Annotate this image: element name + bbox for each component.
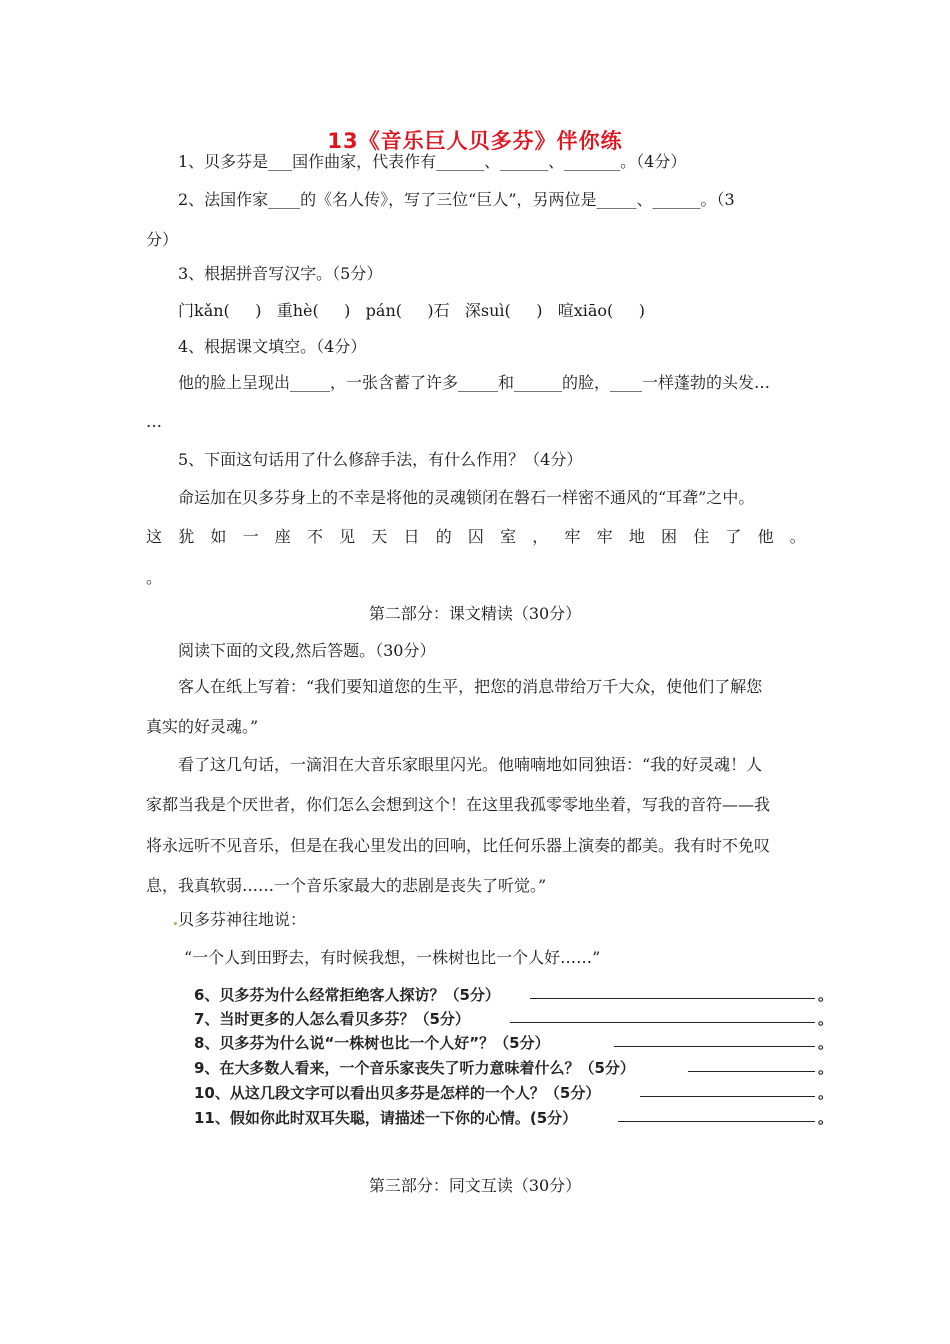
passage-para-1-line-1: 客人在纸上写着：“我们要知道您的生平，把您的消息带给万千大众，使他们了解您 (178, 677, 763, 696)
quote-char: 日 (403, 527, 420, 546)
quote-char: 一 (242, 527, 259, 546)
quote-char: 困 (661, 527, 678, 546)
quote-char: ， (532, 527, 549, 546)
answer-line-6[interactable] (530, 984, 815, 999)
question-6-end: 。 (818, 986, 834, 1004)
question-7-text: 7、当时更多的人怎么看贝多芬？（5分） (194, 1010, 470, 1028)
decorative-dot (174, 922, 177, 925)
quote-char: 不 (306, 527, 323, 546)
question-2-line-2: 分） (146, 230, 179, 249)
question-5-quote-line-2 (146, 527, 806, 547)
question-2-line-1: 2、法国作家____的《名人传》，写了三位“巨人”，另两位是_____、______。（3 (178, 190, 735, 209)
quote-char: 这 (146, 527, 163, 546)
passage-para-2-line-3: 将永远听不见音乐，但是在我心里发出的回响，比任何乐器上演奏的都美。我有时不免叹 (146, 836, 771, 855)
question-10-text: 10、从这几段文字可以看出贝多芬是怎样的一个人？（5分） (194, 1084, 601, 1102)
part-2-heading: 第二部分：课文精读（30分） (368, 604, 582, 623)
passage-para-2-line-4: 息，我真软弱……一个音乐家最大的悲剧是丧失了听觉。” (146, 876, 547, 895)
page-title: 13《音乐巨人贝多芬》伴你练 (327, 129, 623, 153)
quote-char: 他 (757, 527, 774, 546)
part-3-heading: 第三部分：同文互读（30分） (368, 1176, 582, 1195)
question-7-end: 。 (818, 1010, 834, 1028)
quote-char: 天 (371, 527, 388, 546)
passage-para-2-line-1: 看了这几句话，一滴泪在大音乐家眼里闪光。他喃喃地如同独语：“我的好灵魂！人 (178, 755, 763, 774)
answer-line-9[interactable] (688, 1057, 815, 1072)
quote-char: 见 (339, 527, 356, 546)
question-5-quote-line-1: 命运加在贝多芬身上的不幸是将他的灵魂锁闭在磐石一样密不通风的“耳聋”之中。 (178, 488, 755, 507)
question-6-text: 6、贝多芬为什么经常拒绝客人探访？（5分） (194, 986, 500, 1004)
passage-para-2-line-2: 家都当我是个厌世者，你们怎么会想到这个！在这里我孤零零地坐着，写我的音符——我 (146, 795, 771, 814)
answer-line-10[interactable] (640, 1082, 815, 1097)
question-8-text: 8、贝多芬为什么说“一株树也比一个人好”？（5分） (194, 1034, 550, 1052)
passage-para-4: “一个人到田野去，有时候我想，一株树也比一个人好……” (184, 948, 601, 967)
quote-char: 了 (725, 527, 742, 546)
question-3-items: 门kǎn( ) 重hè( ) pán( )石 深suì( ) 喧xiāo( ) (178, 301, 645, 320)
question-4-line-2: … (146, 412, 162, 431)
passage-para-1-line-2: 真实的好灵魂。” (146, 717, 259, 736)
question-11-text: 11、假如你此时双耳失聪，请描述一下你的心情。(5分） (194, 1109, 578, 1127)
question-9-end: 。 (818, 1059, 834, 1077)
question-5-quote-line-3: 。 (146, 568, 163, 587)
quote-char: 座 (274, 527, 291, 546)
quote-char: 地 (628, 527, 645, 546)
answer-line-7[interactable] (510, 1008, 815, 1023)
question-8-end: 。 (818, 1034, 834, 1052)
passage-para-3: 贝多芬神往地说： (178, 910, 307, 929)
answer-line-11[interactable] (618, 1107, 815, 1122)
quote-char: 如 (210, 527, 227, 546)
question-1: 1、贝多芬是___国作曲家，代表作有______、______、_______。（4分） (178, 152, 687, 171)
question-4: 4、根据课文填空。（4分） (178, 337, 367, 356)
quote-char: 囚 (467, 527, 484, 546)
question-10-end: 。 (818, 1084, 834, 1102)
quote-char: 。 (789, 527, 806, 546)
question-5: 5、下面这句话用了什么修辞手法，有什么作用？（4分） (178, 450, 583, 469)
question-11-end: 。 (818, 1109, 834, 1127)
question-9-text: 9、在大多数人看来，一个音乐家丧失了听力意味着什么？（5分） (194, 1059, 635, 1077)
question-3: 3、根据拼音写汉字。（5分） (178, 264, 383, 283)
answer-line-8[interactable] (614, 1032, 815, 1047)
quote-char: 住 (693, 527, 710, 546)
question-4-line-1: 他的脸上呈现出_____，一张含蓄了许多_____和______的脸，____一样蓬勃的头发… (178, 373, 771, 392)
quote-char: 的 (435, 527, 452, 546)
quote-char: 牢 (564, 527, 581, 546)
part-2-instruction: 阅读下面的文段,然后答题。（30分） (178, 641, 436, 660)
quote-char: 牢 (596, 527, 613, 546)
quote-char: 犹 (178, 527, 195, 546)
quote-char: 室 (500, 527, 517, 546)
